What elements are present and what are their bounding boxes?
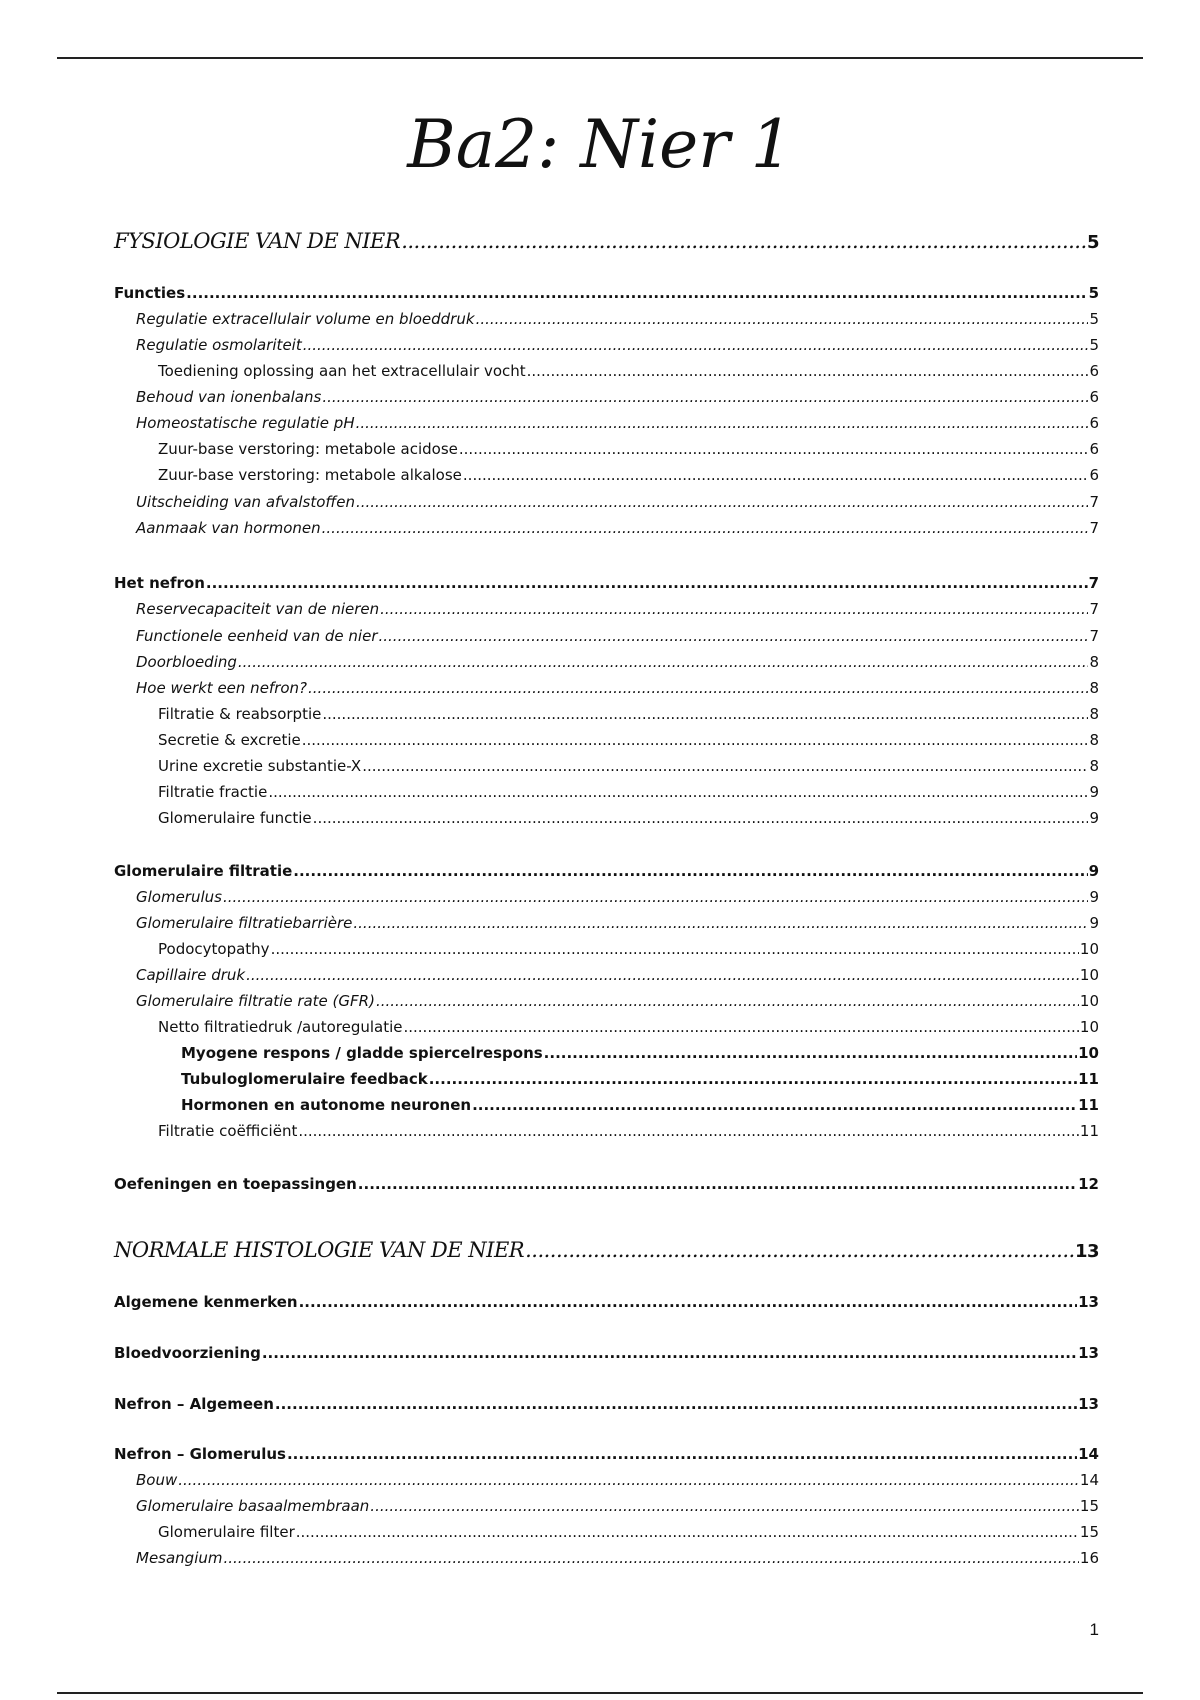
toc-dot-leader bbox=[303, 336, 1089, 354]
toc-dot-leader bbox=[223, 888, 1088, 906]
toc-dot-leader bbox=[322, 705, 1088, 723]
toc-entry-page: 8 bbox=[1089, 705, 1099, 723]
toc-dot-leader bbox=[379, 627, 1089, 645]
toc-entry-label: Functionele eenheid van de nier bbox=[136, 627, 378, 645]
toc-entry[interactable] bbox=[0, 1497, 1099, 1515]
toc-entry[interactable] bbox=[0, 940, 1099, 958]
toc-entry[interactable] bbox=[0, 757, 1099, 775]
toc-dot-leader bbox=[353, 914, 1088, 932]
toc-dot-leader bbox=[287, 1445, 1077, 1463]
toc-entry-page: 8 bbox=[1089, 757, 1099, 775]
toc-entry-page: 6 bbox=[1089, 440, 1099, 458]
toc-entry-page: 7 bbox=[1089, 600, 1099, 618]
toc-dot-leader bbox=[262, 1344, 1077, 1362]
toc-dot-leader bbox=[429, 1070, 1077, 1088]
toc-entry[interactable] bbox=[0, 466, 1099, 484]
toc-entry-label: Glomerulaire basaalmembraan bbox=[136, 1497, 370, 1515]
bottom-rule bbox=[57, 1692, 1143, 1694]
toc-entry-label: Tubuloglomerulaire feedback bbox=[181, 1070, 428, 1088]
toc-entry-page: 9 bbox=[1089, 888, 1099, 906]
toc-entry-label: Glomerulaire filter bbox=[158, 1523, 295, 1541]
toc-entry-label: Hoe werkt een nefron? bbox=[136, 679, 308, 697]
toc-entry[interactable] bbox=[0, 1122, 1099, 1140]
toc-entry-label: Zuur-base verstoring: metabole alkalose bbox=[158, 466, 462, 484]
toc-entry-label: Glomerulaire functie bbox=[158, 809, 312, 827]
toc-entry[interactable] bbox=[0, 1018, 1099, 1036]
toc-entry[interactable] bbox=[0, 783, 1099, 801]
toc-entry-page: 15 bbox=[1079, 1523, 1099, 1541]
toc-entry-page: 12 bbox=[1078, 1175, 1099, 1193]
toc-entry-label: Homeostatische regulatie pH bbox=[136, 414, 355, 432]
toc-entry-page: 8 bbox=[1089, 653, 1099, 671]
toc-dot-leader bbox=[476, 310, 1089, 328]
toc-dot-leader bbox=[356, 493, 1088, 511]
toc-entry-page: 15 bbox=[1079, 1497, 1099, 1515]
toc-dot-leader bbox=[525, 1238, 1074, 1262]
toc-entry-page: 10 bbox=[1079, 966, 1099, 984]
toc-dot-leader bbox=[322, 519, 1089, 537]
toc-dot-leader bbox=[293, 862, 1087, 880]
toc-dot-leader bbox=[380, 600, 1088, 618]
toc-entry-label: Doorbloeding bbox=[136, 653, 237, 671]
toc-entry-page: 10 bbox=[1079, 1018, 1099, 1036]
toc-entry[interactable] bbox=[0, 1471, 1099, 1489]
toc-entry-label: Aanmaak van hormonen bbox=[136, 519, 321, 537]
toc-entry-label: Reservecapaciteit van de nieren bbox=[136, 600, 380, 618]
toc-entry-label: Behoud van ionenbalans bbox=[136, 388, 322, 406]
toc-entry[interactable] bbox=[0, 862, 1099, 880]
toc-dot-leader bbox=[186, 284, 1087, 302]
toc-entry[interactable] bbox=[0, 1175, 1099, 1193]
toc-entry-page: 14 bbox=[1078, 1445, 1099, 1463]
toc-entry[interactable] bbox=[0, 414, 1099, 432]
toc-entry[interactable] bbox=[0, 600, 1099, 618]
toc-entry[interactable] bbox=[0, 1070, 1099, 1088]
toc-entry-label: Glomerulaire filtratie bbox=[114, 862, 293, 880]
toc-entry-page: 13 bbox=[1078, 1344, 1099, 1362]
toc-entry-page: 10 bbox=[1079, 992, 1099, 1010]
toc-entry-label: Secretie & excretie bbox=[158, 731, 301, 749]
toc-entry-page: 6 bbox=[1089, 362, 1099, 380]
toc-dot-leader bbox=[376, 992, 1079, 1010]
toc-dot-leader bbox=[246, 966, 1079, 984]
toc-dot-leader bbox=[459, 440, 1089, 458]
toc-entry[interactable] bbox=[0, 284, 1099, 302]
toc-entry-page: 5 bbox=[1086, 232, 1099, 253]
toc-dot-leader bbox=[238, 653, 1089, 671]
toc-entry-label: Toediening oplossing aan het extracellulair vocht bbox=[158, 362, 526, 380]
toc-entry[interactable] bbox=[0, 1523, 1099, 1541]
toc-entry-page: 11 bbox=[1079, 1122, 1099, 1140]
toc-entry[interactable] bbox=[0, 705, 1099, 723]
toc-entry[interactable] bbox=[0, 1549, 1099, 1567]
toc-entry[interactable] bbox=[0, 229, 1099, 253]
toc-entry-label: Filtratie coëfficiënt bbox=[158, 1122, 298, 1140]
toc-entry[interactable] bbox=[0, 336, 1099, 354]
toc-entry[interactable] bbox=[0, 1445, 1099, 1463]
toc-entry-label: Glomerulaire filtratiebarrière bbox=[136, 914, 353, 932]
toc-entry-page: 5 bbox=[1089, 336, 1099, 354]
toc-entry-label: Podocytopathy bbox=[158, 940, 270, 958]
toc-entry[interactable] bbox=[0, 440, 1099, 458]
toc-entry-label: Regulatie extracellulair volume en bloeddruk bbox=[136, 310, 475, 328]
toc-dot-leader bbox=[403, 1018, 1078, 1036]
toc-entry-page: 9 bbox=[1089, 783, 1099, 801]
toc-entry[interactable] bbox=[0, 914, 1099, 932]
toc-dot-leader bbox=[356, 414, 1089, 432]
toc-entry[interactable] bbox=[0, 679, 1099, 697]
toc-entry-label: Glomerulaire filtratie rate (GFR) bbox=[136, 992, 375, 1010]
toc-dot-leader bbox=[275, 1395, 1077, 1413]
toc-dot-leader bbox=[268, 783, 1088, 801]
toc-entry-page: 13 bbox=[1078, 1395, 1099, 1413]
toc-entry[interactable] bbox=[0, 493, 1099, 511]
toc-entry-label: FYSIOLOGIE VAN DE NIER bbox=[114, 229, 401, 253]
toc-entry[interactable] bbox=[0, 1096, 1099, 1114]
toc-entry[interactable] bbox=[0, 574, 1099, 592]
document-title: Ba2: Nier 1 bbox=[407, 106, 793, 183]
toc-entry-label: Oefeningen en toepassingen bbox=[114, 1175, 357, 1193]
toc-entry-page: 6 bbox=[1089, 388, 1099, 406]
toc-entry-page: 11 bbox=[1078, 1070, 1099, 1088]
toc-entry[interactable] bbox=[0, 362, 1099, 380]
toc-entry-label: Regulatie osmolariteit bbox=[136, 336, 302, 354]
toc-entry-label: Het nefron bbox=[114, 574, 205, 592]
toc-entry[interactable] bbox=[0, 888, 1099, 906]
toc-entry-page: 5 bbox=[1088, 284, 1099, 302]
toc-entry-page: 6 bbox=[1089, 466, 1099, 484]
toc-entry-label: Functies bbox=[114, 284, 186, 302]
toc-entry-page: 7 bbox=[1089, 627, 1099, 645]
toc-entry-page: 5 bbox=[1089, 310, 1099, 328]
toc-dot-leader bbox=[206, 574, 1088, 592]
toc-dot-leader bbox=[463, 466, 1089, 484]
toc-entry-page: 7 bbox=[1089, 493, 1099, 511]
toc-entry[interactable] bbox=[0, 992, 1099, 1010]
toc-dot-leader bbox=[370, 1497, 1079, 1515]
toc-entry[interactable] bbox=[0, 1344, 1099, 1362]
toc-entry[interactable] bbox=[0, 388, 1099, 406]
toc-entry[interactable] bbox=[0, 1293, 1099, 1311]
toc-entry-page: 9 bbox=[1089, 914, 1099, 932]
toc-dot-leader bbox=[313, 809, 1089, 827]
toc-entry-page: 10 bbox=[1079, 940, 1099, 958]
toc-entry-label: Hormonen en autonome neuronen bbox=[181, 1096, 472, 1114]
toc-entry[interactable] bbox=[0, 731, 1099, 749]
toc-dot-leader bbox=[299, 1293, 1078, 1311]
toc-dot-leader bbox=[308, 679, 1088, 697]
toc-entry[interactable] bbox=[0, 1395, 1099, 1413]
toc-entry-page: 7 bbox=[1089, 519, 1099, 537]
toc-dot-leader bbox=[358, 1175, 1077, 1193]
toc-entry-label: Glomerulus bbox=[136, 888, 222, 906]
toc-entry-page: 13 bbox=[1078, 1293, 1099, 1311]
page-number: 1 bbox=[1089, 1620, 1099, 1639]
toc-entry[interactable] bbox=[0, 519, 1099, 537]
toc-dot-leader bbox=[271, 940, 1079, 958]
toc-entry-page: 8 bbox=[1089, 731, 1099, 749]
toc-entry[interactable] bbox=[0, 310, 1099, 328]
toc-dot-leader bbox=[298, 1122, 1079, 1140]
toc-entry-label: Bloedvoorziening bbox=[114, 1344, 261, 1362]
toc-dot-leader bbox=[224, 1549, 1079, 1567]
toc-entry[interactable] bbox=[0, 809, 1099, 827]
toc-entry[interactable] bbox=[0, 627, 1099, 645]
toc-dot-leader bbox=[302, 731, 1089, 749]
toc-entry-label: Filtratie & reabsorptie bbox=[158, 705, 322, 723]
toc-entry-label: NORMALE HISTOLOGIE VAN DE NIER bbox=[114, 1238, 525, 1262]
toc-dot-leader bbox=[296, 1523, 1079, 1541]
toc-entry-page: 13 bbox=[1074, 1241, 1099, 1262]
toc-entry-label: Zuur-base verstoring: metabole acidose bbox=[158, 440, 458, 458]
toc-entry-page: 7 bbox=[1088, 574, 1099, 592]
toc-entry-label: Myogene respons / gladde spiercelrespons bbox=[181, 1044, 543, 1062]
toc-entry[interactable] bbox=[0, 653, 1099, 671]
toc-entry-label: Uitscheiding van afvalstoffen bbox=[136, 493, 355, 511]
toc-dot-leader bbox=[472, 1096, 1077, 1114]
toc-entry-page: 16 bbox=[1079, 1549, 1099, 1567]
toc-entry-label: Algemene kenmerken bbox=[114, 1293, 298, 1311]
toc-dot-leader bbox=[544, 1044, 1077, 1062]
toc-entry-label: Filtratie fractie bbox=[158, 783, 268, 801]
toc-entry[interactable] bbox=[0, 1238, 1099, 1262]
toc-entry-page: 10 bbox=[1078, 1044, 1099, 1062]
toc-entry-label: Bouw bbox=[136, 1471, 178, 1489]
toc-entry-page: 8 bbox=[1089, 679, 1099, 697]
toc-entry-label: Mesangium bbox=[136, 1549, 223, 1567]
toc-entry-page: 6 bbox=[1089, 414, 1099, 432]
toc-entry-label: Urine excretie substantie-X bbox=[158, 757, 362, 775]
toc-dot-leader bbox=[527, 362, 1089, 380]
toc-dot-leader bbox=[401, 229, 1086, 253]
toc-entry-label: Capillaire druk bbox=[136, 966, 246, 984]
toc-entry-page: 14 bbox=[1079, 1471, 1099, 1489]
toc-entry-label: Netto filtratiedruk /autoregulatie bbox=[158, 1018, 403, 1036]
toc-entry[interactable] bbox=[0, 1044, 1099, 1062]
toc-dot-leader bbox=[322, 388, 1088, 406]
toc-dot-leader bbox=[362, 757, 1088, 775]
toc-dot-leader bbox=[178, 1471, 1079, 1489]
toc-entry-label: Nefron – Glomerulus bbox=[114, 1445, 286, 1463]
toc-entry[interactable] bbox=[0, 966, 1099, 984]
toc-entry-label: Nefron – Algemeen bbox=[114, 1395, 274, 1413]
toc-entry-page: 11 bbox=[1078, 1096, 1099, 1114]
toc-entry-page: 9 bbox=[1089, 809, 1099, 827]
toc-entry-page: 9 bbox=[1088, 862, 1099, 880]
